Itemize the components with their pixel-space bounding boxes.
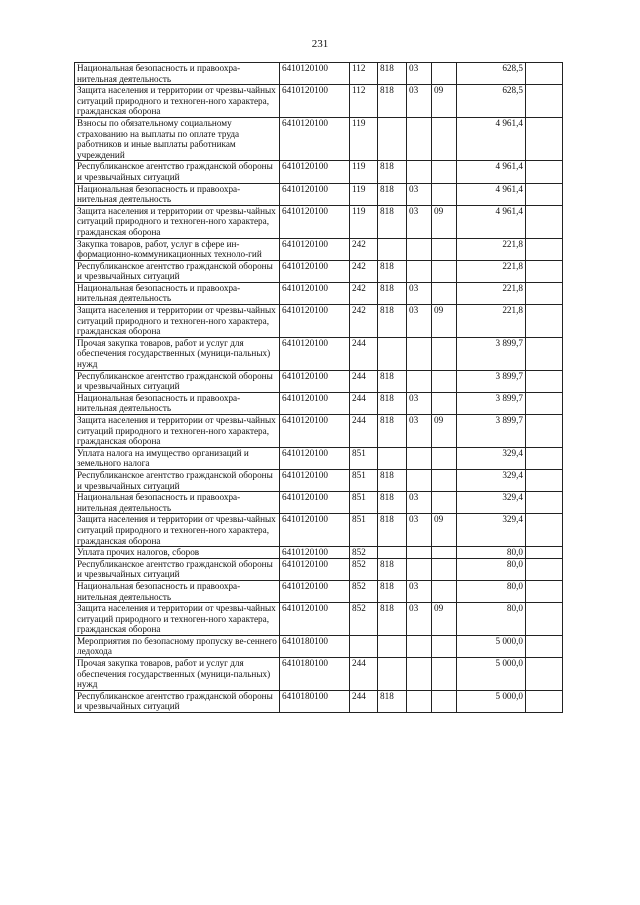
cell-target-article: 6410120100: [280, 558, 350, 580]
cell-subsection: [432, 492, 457, 514]
cell-subsection: [432, 370, 457, 392]
cell-department: [378, 337, 407, 370]
cell-target-article: 6410120100: [280, 337, 350, 370]
cell-section: [407, 658, 432, 691]
table-row: [75, 514, 563, 547]
cell-name: Защита населения и территории от чрезвы-чайных ситуаций природного и техноген-ного характера, гражданская оборона: [75, 415, 280, 448]
cell-target-article: 6410120100: [280, 63, 350, 85]
cell-section: 03: [407, 392, 432, 414]
cell-empty: [526, 580, 563, 602]
cell-expense-type: 851: [350, 492, 378, 514]
cell-expense-type: 242: [350, 238, 378, 260]
cell-empty: [526, 205, 563, 238]
cell-expense-type: 244: [350, 370, 378, 392]
cell-name: Республиканское агентство гражданской обороны и чрезвычайных ситуаций: [75, 370, 280, 392]
cell-subsection: [432, 469, 457, 491]
cell-amount: 221,8: [457, 238, 526, 260]
cell-expense-type: 851: [350, 514, 378, 547]
cell-empty: [526, 514, 563, 547]
cell-target-article: 6410120100: [280, 547, 350, 559]
cell-amount: 221,8: [457, 282, 526, 304]
cell-empty: [526, 547, 563, 559]
cell-amount: 80,0: [457, 603, 526, 636]
cell-name: Национальная безопасность и правоохра-нительная деятельность: [75, 580, 280, 602]
cell-amount: 329,4: [457, 469, 526, 491]
cell-amount: 628,5: [457, 85, 526, 118]
cell-expense-type: 852: [350, 547, 378, 559]
cell-amount: 4 961,4: [457, 117, 526, 160]
cell-empty: [526, 161, 563, 183]
cell-amount: 3 899,7: [457, 392, 526, 414]
cell-target-article: 6410120100: [280, 183, 350, 205]
table-row: [75, 690, 563, 712]
cell-empty: [526, 635, 563, 657]
cell-target-article: 6410180100: [280, 690, 350, 712]
cell-name: Защита населения и территории от чрезвы-чайных ситуаций природного и техноген-ного характера, гражданская оборона: [75, 514, 280, 547]
cell-amount: 628,5: [457, 63, 526, 85]
table-row: [75, 603, 563, 636]
cell-subsection: [432, 117, 457, 160]
cell-name: Защита населения и территории от чрезвы-чайных ситуаций природного и техноген-ного характера, гражданская оборона: [75, 85, 280, 118]
cell-department: [378, 238, 407, 260]
cell-section: [407, 469, 432, 491]
cell-department: 818: [378, 580, 407, 602]
cell-department: 818: [378, 392, 407, 414]
cell-amount: 80,0: [457, 580, 526, 602]
cell-amount: 221,8: [457, 305, 526, 338]
cell-expense-type: 851: [350, 469, 378, 491]
cell-department: 818: [378, 603, 407, 636]
cell-section: [407, 547, 432, 559]
cell-amount: 3 899,7: [457, 415, 526, 448]
table-row: [75, 392, 563, 414]
cell-empty: [526, 603, 563, 636]
cell-target-article: 6410120100: [280, 392, 350, 414]
cell-department: 818: [378, 514, 407, 547]
cell-target-article: 6410120100: [280, 603, 350, 636]
cell-section: [407, 117, 432, 160]
cell-subsection: 09: [432, 415, 457, 448]
table-row: [75, 117, 563, 160]
cell-expense-type: 852: [350, 580, 378, 602]
cell-section: 03: [407, 580, 432, 602]
cell-subsection: [432, 558, 457, 580]
cell-subsection: [432, 238, 457, 260]
table-row: [75, 205, 563, 238]
cell-section: [407, 558, 432, 580]
cell-target-article: 6410180100: [280, 658, 350, 691]
cell-subsection: [432, 260, 457, 282]
cell-empty: [526, 337, 563, 370]
cell-expense-type: 112: [350, 63, 378, 85]
cell-empty: [526, 63, 563, 85]
cell-department: 818: [378, 492, 407, 514]
table-row: [75, 63, 563, 85]
cell-empty: [526, 658, 563, 691]
cell-amount: 3 899,7: [457, 337, 526, 370]
cell-expense-type: 242: [350, 282, 378, 304]
cell-subsection: 09: [432, 603, 457, 636]
cell-name: Национальная безопасность и правоохра-нительная деятельность: [75, 282, 280, 304]
cell-empty: [526, 392, 563, 414]
cell-expense-type: 242: [350, 305, 378, 338]
cell-subsection: 09: [432, 205, 457, 238]
cell-name: Национальная безопасность и правоохра-нительная деятельность: [75, 392, 280, 414]
cell-name: Защита населения и территории от чрезвы-чайных ситуаций природного и техноген-ного характера, гражданская оборона: [75, 205, 280, 238]
table-row: [75, 305, 563, 338]
cell-department: 818: [378, 260, 407, 282]
cell-department: 818: [378, 205, 407, 238]
cell-target-article: 6410120100: [280, 415, 350, 448]
cell-target-article: 6410120100: [280, 469, 350, 491]
cell-name: Республиканское агентство гражданской обороны и чрезвычайных ситуаций: [75, 690, 280, 712]
cell-amount: 3 899,7: [457, 370, 526, 392]
cell-name: Уплата прочих налогов, сборов: [75, 547, 280, 559]
cell-target-article: 6410120100: [280, 370, 350, 392]
cell-section: [407, 635, 432, 657]
cell-section: 03: [407, 514, 432, 547]
cell-department: [378, 658, 407, 691]
cell-department: 818: [378, 558, 407, 580]
cell-department: [378, 635, 407, 657]
cell-expense-type: 112: [350, 85, 378, 118]
cell-name: Национальная безопасность и правоохра-нительная деятельность: [75, 492, 280, 514]
cell-section: 03: [407, 305, 432, 338]
cell-expense-type: 244: [350, 690, 378, 712]
cell-empty: [526, 183, 563, 205]
cell-department: [378, 117, 407, 160]
cell-name: Закупка товаров, работ, услуг в сфере ин-формационно-коммуникационных техноло-гий: [75, 238, 280, 260]
cell-expense-type: 851: [350, 447, 378, 469]
cell-target-article: 6410120100: [280, 205, 350, 238]
budget-table: [74, 62, 563, 713]
cell-expense-type: 852: [350, 603, 378, 636]
cell-department: 818: [378, 415, 407, 448]
cell-empty: [526, 117, 563, 160]
cell-subsection: [432, 282, 457, 304]
cell-amount: 5 000,0: [457, 635, 526, 657]
cell-name: Прочая закупка товаров, работ и услуг для обеспечения государственных (муници-пальных) нужд: [75, 658, 280, 691]
cell-empty: [526, 305, 563, 338]
cell-section: [407, 161, 432, 183]
cell-department: 818: [378, 161, 407, 183]
cell-expense-type: 242: [350, 260, 378, 282]
table-row: [75, 558, 563, 580]
cell-empty: [526, 238, 563, 260]
cell-amount: 4 961,4: [457, 205, 526, 238]
cell-section: 03: [407, 85, 432, 118]
cell-target-article: 6410120100: [280, 580, 350, 602]
table-row: [75, 337, 563, 370]
table-row: [75, 492, 563, 514]
cell-subsection: 09: [432, 305, 457, 338]
cell-subsection: [432, 392, 457, 414]
cell-target-article: 6410120100: [280, 85, 350, 118]
cell-name: Защита населения и территории от чрезвы-чайных ситуаций природного и техноген-ного характера, гражданская оборона: [75, 305, 280, 338]
cell-empty: [526, 469, 563, 491]
cell-amount: 4 961,4: [457, 183, 526, 205]
cell-expense-type: 119: [350, 183, 378, 205]
cell-subsection: [432, 183, 457, 205]
cell-target-article: 6410120100: [280, 492, 350, 514]
cell-department: 818: [378, 305, 407, 338]
table-row: [75, 580, 563, 602]
cell-subsection: [432, 658, 457, 691]
cell-section: 03: [407, 205, 432, 238]
cell-department: 818: [378, 370, 407, 392]
cell-empty: [526, 282, 563, 304]
cell-target-article: 6410120100: [280, 447, 350, 469]
cell-empty: [526, 85, 563, 118]
cell-name: Национальная безопасность и правоохра-нительная деятельность: [75, 63, 280, 85]
cell-subsection: [432, 690, 457, 712]
cell-department: 818: [378, 690, 407, 712]
cell-subsection: [432, 161, 457, 183]
cell-section: [407, 238, 432, 260]
cell-department: 818: [378, 183, 407, 205]
cell-section: 03: [407, 63, 432, 85]
cell-department: [378, 447, 407, 469]
table-row: [75, 415, 563, 448]
cell-empty: [526, 690, 563, 712]
cell-subsection: 09: [432, 85, 457, 118]
cell-expense-type: 244: [350, 415, 378, 448]
cell-section: 03: [407, 492, 432, 514]
table-row: [75, 260, 563, 282]
cell-expense-type: 244: [350, 392, 378, 414]
cell-section: 03: [407, 603, 432, 636]
cell-amount: 80,0: [457, 558, 526, 580]
cell-subsection: [432, 580, 457, 602]
cell-department: 818: [378, 469, 407, 491]
table-row: [75, 635, 563, 657]
table-row: [75, 547, 563, 559]
cell-subsection: [432, 447, 457, 469]
cell-empty: [526, 415, 563, 448]
cell-name: Уплата налога на имущество организаций и земельного налога: [75, 447, 280, 469]
cell-department: [378, 547, 407, 559]
page-number: 231: [311, 38, 329, 50]
cell-target-article: 6410120100: [280, 260, 350, 282]
cell-amount: 329,4: [457, 492, 526, 514]
cell-target-article: 6410120100: [280, 282, 350, 304]
cell-amount: 221,8: [457, 260, 526, 282]
cell-department: 818: [378, 282, 407, 304]
cell-section: [407, 370, 432, 392]
cell-empty: [526, 447, 563, 469]
cell-target-article: 6410180100: [280, 635, 350, 657]
cell-subsection: [432, 635, 457, 657]
cell-amount: 4 961,4: [457, 161, 526, 183]
cell-name: Мероприятия по безопасному пропуску ве-сеннего ледохода: [75, 635, 280, 657]
table-row: [75, 469, 563, 491]
cell-name: Национальная безопасность и правоохра-нительная деятельность: [75, 183, 280, 205]
budget-table-body: [75, 63, 563, 713]
cell-section: 03: [407, 183, 432, 205]
cell-expense-type: [350, 635, 378, 657]
cell-expense-type: 852: [350, 558, 378, 580]
cell-name: Защита населения и территории от чрезвы-чайных ситуаций природного и техноген-ного характера, гражданская оборона: [75, 603, 280, 636]
cell-target-article: 6410120100: [280, 238, 350, 260]
cell-subsection: [432, 63, 457, 85]
cell-section: 03: [407, 415, 432, 448]
cell-subsection: 09: [432, 514, 457, 547]
table-row: [75, 238, 563, 260]
cell-expense-type: 244: [350, 337, 378, 370]
table-row: [75, 85, 563, 118]
cell-expense-type: 119: [350, 117, 378, 160]
table-row: [75, 282, 563, 304]
cell-name: Республиканское агентство гражданской обороны и чрезвычайных ситуаций: [75, 260, 280, 282]
table-row: [75, 183, 563, 205]
cell-expense-type: 244: [350, 658, 378, 691]
cell-subsection: [432, 547, 457, 559]
cell-amount: 80,0: [457, 547, 526, 559]
cell-amount: 329,4: [457, 447, 526, 469]
table-row: [75, 658, 563, 691]
cell-amount: 329,4: [457, 514, 526, 547]
cell-section: [407, 260, 432, 282]
cell-section: [407, 337, 432, 370]
cell-amount: 5 000,0: [457, 658, 526, 691]
cell-target-article: 6410120100: [280, 514, 350, 547]
cell-empty: [526, 492, 563, 514]
cell-name: Республиканское агентство гражданской обороны и чрезвычайных ситуаций: [75, 161, 280, 183]
cell-name: Республиканское агентство гражданской обороны и чрезвычайных ситуаций: [75, 558, 280, 580]
cell-empty: [526, 558, 563, 580]
cell-section: [407, 447, 432, 469]
cell-amount: 5 000,0: [457, 690, 526, 712]
cell-target-article: 6410120100: [280, 161, 350, 183]
cell-department: 818: [378, 63, 407, 85]
cell-expense-type: 119: [350, 161, 378, 183]
cell-target-article: 6410120100: [280, 117, 350, 160]
table-row: [75, 447, 563, 469]
table-row: [75, 161, 563, 183]
cell-department: 818: [378, 85, 407, 118]
cell-target-article: 6410120100: [280, 305, 350, 338]
cell-name: Взносы по обязательному социальному страхованию на выплаты по оплате труда работников и иные выплаты работникам учреждений: [75, 117, 280, 160]
cell-name: Республиканское агентство гражданской обороны и чрезвычайных ситуаций: [75, 469, 280, 491]
cell-name: Прочая закупка товаров, работ и услуг для обеспечения государственных (муници-пальных) нужд: [75, 337, 280, 370]
cell-section: [407, 690, 432, 712]
cell-section: 03: [407, 282, 432, 304]
cell-empty: [526, 370, 563, 392]
cell-empty: [526, 260, 563, 282]
cell-expense-type: 119: [350, 205, 378, 238]
table-row: [75, 370, 563, 392]
cell-subsection: [432, 337, 457, 370]
